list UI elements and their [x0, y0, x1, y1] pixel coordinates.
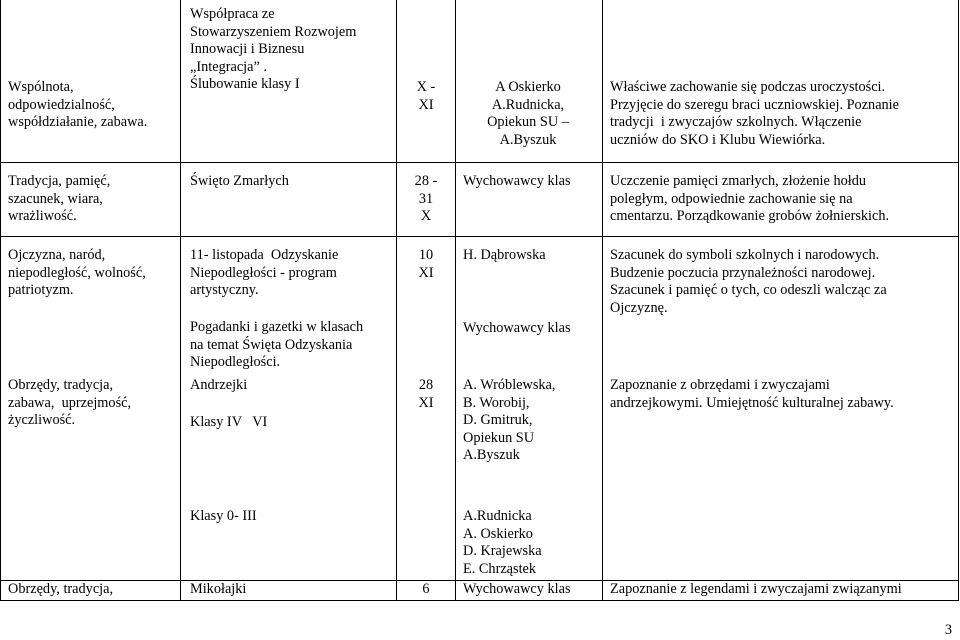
row2-event: Święto Zmarłych: [190, 173, 289, 189]
column-divider-3: [455, 0, 456, 600]
row6-responsible: Wychowawcy klas: [463, 581, 571, 597]
table-border-right: [958, 0, 959, 600]
row3-event: 11- listopada Odzyskanie Niepodległości - program artystyczny.: [190, 247, 339, 299]
row4-event-detail: Klasy IV VI: [190, 414, 268, 430]
row6-event: Mikołajki: [190, 581, 247, 597]
row6-values: Obrzędy, tradycja,: [8, 581, 114, 597]
row6-date: 6: [422, 581, 430, 597]
row6-goals: Zapoznanie z legendami i zwyczajami związanymi: [610, 581, 902, 597]
row4-event: Andrzejki: [190, 377, 248, 393]
row4-values: Obrzędy, tradycja, zabawa, uprzejmość, życzliwość.: [8, 377, 132, 429]
row1-responsible: A Oskierko A.Rudnicka, Opiekun SU – A.Byszuk: [487, 79, 569, 148]
row3-goals: Szacunek do symboli szkolnych i narodowych. Budzenie poczucia przynależności narodowej. Szacunek i pamięć o tych, co odeszli walcząc za Ojczyznę.: [610, 247, 887, 316]
row4-goals: Zapoznanie z obrzędami i zwyczajami andrzejkowymi. Umiejętność kulturalnej zabawy.: [610, 377, 894, 411]
row5-event: Klasy 0- III: [190, 508, 257, 524]
column-divider-1: [180, 0, 181, 600]
page-number: 3: [944, 622, 952, 638]
row1-goals: Właściwe zachowanie się podczas uroczystości. Przyjęcie do szeregu braci uczniowskiej. Poznanie tradycji i zwyczajów szkolnych. Włączenie uczniów do SKO i Klubu Wiewiórka.: [610, 79, 900, 148]
row-divider-4: [0, 600, 959, 601]
row4-responsible: A. Wróblewska, B. Worobij, D. Gmitruk, Opiekun SU A.Byszuk: [463, 377, 556, 464]
row2-goals: Uczczenie pamięci zmarłych, złożenie hołdu poległym, odpowiednie zachowanie się na cmentarzu. Porządkowanie grobów żołnierskich.: [610, 173, 890, 225]
table-border-left: [0, 0, 1, 600]
row5-responsible: A.Rudnicka A. Oskierko D. Krajewska E. Chrząstek: [463, 508, 542, 577]
row-divider-1: [0, 162, 959, 163]
row3-values: Ojczyzna, naród, niepodległość, wolność, patriotyzm.: [8, 247, 146, 299]
row1-event: Współpraca ze Stowarzyszeniem Rozwojem Innowacji i Biznesu „Integracja” . Ślubowanie klasy I: [190, 6, 357, 93]
row3-date: 10 XI: [418, 247, 434, 281]
row3-responsible: H. Dąbrowska: [463, 247, 546, 263]
row3-event-detail: Pogadanki i gazetki w klasach na temat Święta Odzyskania Niepodległości.: [190, 319, 364, 371]
row2-values: Tradycja, pamięć, szacunek, wiara, wrażliwość.: [8, 173, 111, 225]
row2-responsible: Wychowawcy klas: [463, 173, 571, 189]
row3-responsible-detail: Wychowawcy klas: [463, 320, 571, 336]
row2-date: 28 - 31 X: [414, 173, 438, 225]
row1-date: X - XI: [416, 79, 436, 113]
row4-date: 28 XI: [418, 377, 434, 411]
column-divider-4: [602, 0, 603, 600]
row-divider-2: [0, 236, 959, 237]
row1-values: Wspólnota, odpowiedzialność, współdziałanie, zabawa.: [8, 79, 148, 131]
column-divider-2: [396, 0, 397, 600]
